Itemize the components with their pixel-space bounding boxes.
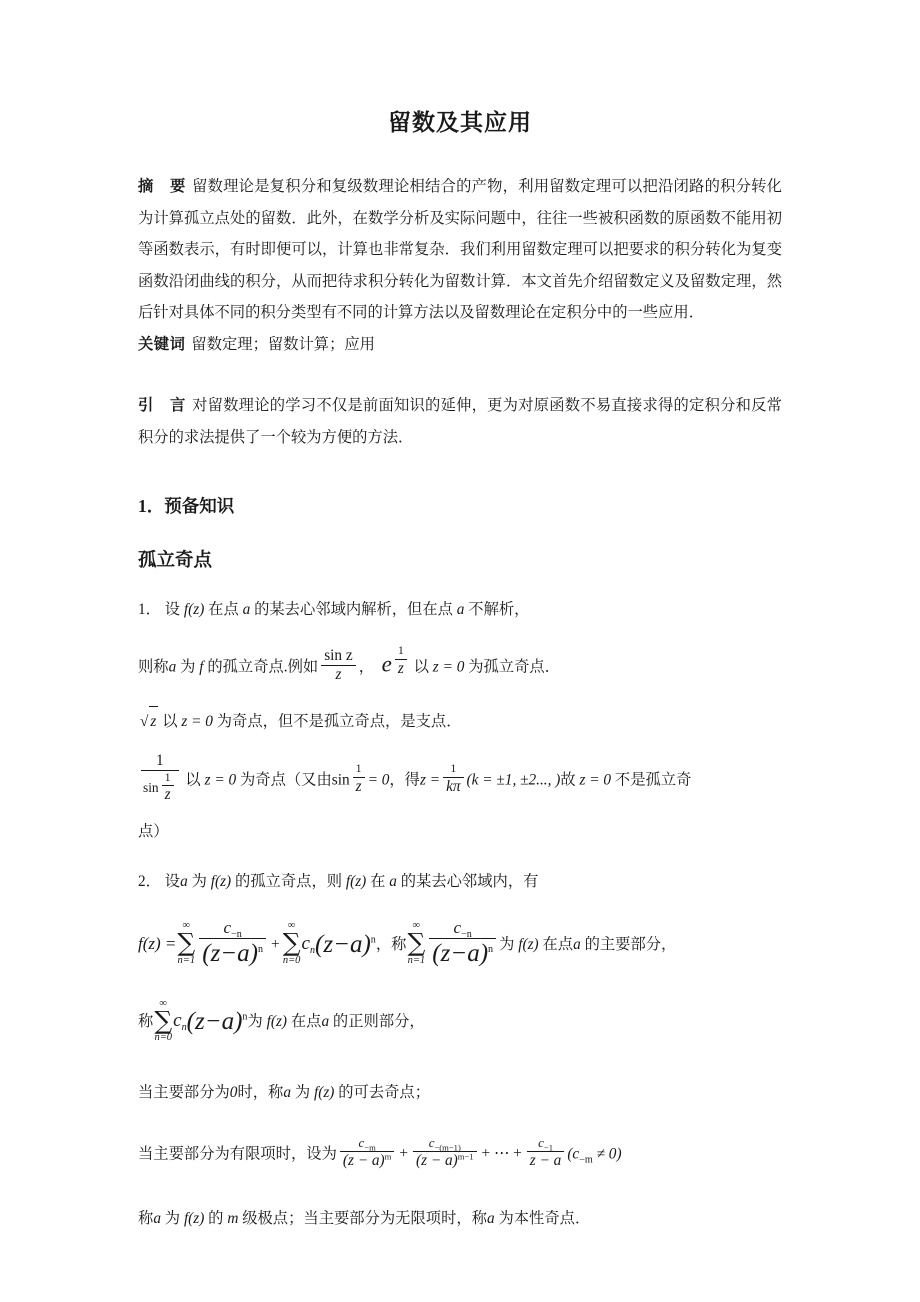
exponent: n	[370, 934, 376, 946]
frac-denominator: (z−a)	[202, 940, 258, 968]
sin-op: sin	[143, 780, 159, 796]
math-a: a	[242, 601, 251, 618]
denominator-exponent: n	[488, 943, 494, 955]
math-a: a	[283, 1083, 292, 1101]
exponent: n	[242, 1012, 248, 1024]
t: 为	[294, 1083, 311, 1101]
t: 不解析，	[468, 601, 530, 618]
t: 不是孤立奇	[614, 771, 692, 789]
t: 为奇点（又由	[239, 771, 332, 789]
frac-denominator: (z − a)	[342, 1152, 385, 1170]
sum-upper-limit: ∞	[412, 920, 421, 932]
math-plus: +	[399, 1145, 408, 1163]
t: 在点	[208, 601, 239, 618]
math-eq-zero: = 0	[367, 771, 390, 789]
keywords-paragraph	[138, 329, 782, 361]
sum-lower-limit: n=1	[407, 954, 426, 966]
frac-denominator: z	[164, 786, 171, 804]
t: 为	[499, 935, 515, 953]
t: 的	[208, 1209, 224, 1227]
frac-numerator: 1	[395, 645, 407, 659]
math-frac-cminusn-over-z-minus-a-n	[199, 919, 266, 968]
t: 级极点；当主要部分为无限项时，称	[242, 1209, 487, 1227]
math-z-eq: z =	[419, 771, 441, 789]
t: 的正则部分，	[332, 1013, 425, 1031]
math-sum-3: ∞ ∑ n=1	[407, 920, 426, 966]
math-condition-rest: ≠ 0)	[592, 1145, 622, 1163]
t: ，得	[389, 771, 420, 789]
math-fz: f(z)	[266, 1013, 287, 1031]
laurent-series-equation	[138, 917, 782, 970]
t: 为	[180, 658, 196, 676]
denominator-exponent: m	[384, 1151, 392, 1162]
math-fz: f(z)	[313, 1083, 335, 1101]
item1-line1	[138, 595, 782, 625]
t: 为奇点，但不是孤立奇点，是支点．	[216, 712, 462, 730]
frac-numerator: 1	[353, 763, 365, 777]
t: 当主要部分为	[138, 1083, 230, 1101]
keywords-label: 关键词	[138, 335, 186, 353]
pole-definition-line	[138, 1204, 782, 1234]
t: 以	[185, 771, 201, 789]
t: 的孤立奇点，则	[234, 872, 343, 890]
item1-line5: 点）	[138, 822, 169, 840]
sum-upper-limit: ∞	[287, 920, 296, 932]
math-fz: f(z)	[345, 872, 367, 890]
math-fz: f(z)	[183, 1209, 205, 1227]
t: 以	[162, 712, 178, 730]
t: ，称	[375, 935, 407, 953]
item1-line3	[138, 706, 782, 737]
math-fz: f(z)	[183, 601, 205, 618]
frac-denominator: (z − a)	[415, 1152, 458, 1170]
sum-lower-limit: n=0	[154, 1032, 173, 1044]
t: 为	[247, 1013, 263, 1031]
item2-number: 2．	[138, 872, 161, 890]
t: 的某去心邻域内，有	[400, 872, 539, 890]
radicand: z	[150, 712, 157, 730]
introduction-label: 引 言	[138, 397, 187, 414]
frac-denominator: kπ	[446, 777, 461, 795]
t: 为	[164, 1209, 181, 1227]
frac-numerator: c	[453, 917, 462, 937]
math-c: c	[301, 932, 310, 954]
math-sum-regular: ∞ ∑ n=0	[154, 997, 173, 1044]
math-frac-cminusm	[340, 1136, 394, 1170]
t: 为	[191, 872, 207, 890]
math-a: a	[153, 1209, 161, 1227]
math-z-eq-0: z = 0	[204, 771, 237, 789]
t: 的可去奇点；	[338, 1083, 431, 1101]
t: 称	[138, 1013, 154, 1031]
c-subscript: n	[181, 1022, 187, 1034]
frac-denominator: (z−a)	[432, 940, 489, 968]
item1-line2	[138, 647, 782, 686]
math-frac-cminus-m-minus-1	[413, 1136, 477, 1170]
math-a: a	[456, 601, 465, 618]
math-condition-open: (c	[567, 1145, 580, 1163]
t: 则称	[138, 658, 169, 676]
numerator-subscript: −n	[461, 928, 472, 940]
math-a: a	[321, 1013, 330, 1031]
sum-lower-limit: n=0	[282, 954, 301, 966]
t: 设	[164, 872, 181, 890]
sum-lower-limit: n=1	[177, 954, 196, 966]
math-frac-1-over-sin-1-over-z	[141, 753, 179, 805]
sin-op: sin	[331, 771, 350, 789]
math-fz-equals: f(z) =	[138, 933, 177, 953]
frac-numerator: c	[538, 1135, 544, 1151]
math-c: c	[173, 1010, 182, 1032]
frac-denominator: z	[355, 777, 362, 795]
c-subscript: n	[309, 944, 316, 956]
numerator-subscript: −1	[543, 1142, 553, 1153]
t: 在点	[290, 1013, 322, 1031]
abstract-paragraph	[138, 171, 782, 329]
frac-denominator: z	[397, 659, 404, 677]
math-frac-1-over-z	[353, 763, 365, 795]
sum-upper-limit: ∞	[182, 920, 191, 932]
t: ，	[358, 658, 374, 676]
math-z-minus-a: (z−a)	[186, 1008, 243, 1036]
math-z-eq-0: z = 0	[579, 771, 612, 789]
t: 为孤立奇点．	[468, 658, 560, 676]
math-sqrt-z: √ z	[138, 706, 158, 737]
math-a: a	[168, 658, 177, 676]
math-frac-1-over-z	[395, 645, 407, 677]
t: 故	[560, 771, 576, 789]
t: 的孤立奇点.例如	[207, 658, 319, 676]
math-z-eq-0: z = 0	[181, 712, 213, 730]
keywords-text: 留数定理；留数计算；应用	[191, 335, 375, 353]
math-a: a	[389, 872, 397, 890]
math-m: m	[227, 1209, 239, 1227]
math-f: f	[199, 658, 204, 676]
numerator-subscript: −(m−1)	[434, 1142, 461, 1153]
math-z-eq-0: z = 0	[432, 658, 465, 676]
frac-denominator: z − a	[529, 1152, 562, 1170]
finite-principal-part-line	[138, 1135, 782, 1172]
math-sum-1: ∞ ∑ n=1	[177, 920, 196, 966]
subsection-heading-isolated-singularity: 孤立奇点	[138, 549, 213, 570]
t: 为本性奇点．	[498, 1209, 591, 1227]
math-sum-2: ∞ ∑ n=0	[282, 920, 301, 966]
math-ellipsis: + ⋯ +	[481, 1145, 522, 1163]
math-fz: f(z)	[518, 935, 539, 953]
introduction-text: 对留数理论的学习不仅是前面知识的延伸，更为对原函数不易直接求得的定积分和反常积分的求法提供了一个较为方便的方法．	[138, 397, 782, 446]
t: 在	[370, 872, 386, 890]
numerator-subscript: −m	[364, 1142, 376, 1153]
frac-numerator: 1	[141, 753, 179, 771]
t: 时，称	[237, 1083, 284, 1101]
math-frac-cminusn-over-z-minus-a-n	[429, 919, 496, 968]
math-k-range: (k = ±1, ±2..., )	[466, 771, 561, 789]
math-frac-sinz-over-z	[321, 648, 355, 684]
t: 称	[138, 1209, 154, 1227]
frac-denominator: z	[335, 666, 342, 684]
introduction-paragraph	[138, 390, 782, 453]
numerator-subscript: −n	[231, 928, 242, 940]
t: 以	[413, 658, 429, 676]
section-heading-1: 1．预备知识	[138, 496, 235, 516]
condition-subscript: −m	[579, 1154, 593, 1166]
math-frac-cminus1	[527, 1136, 565, 1170]
math-zero: 0	[229, 1083, 238, 1101]
denominator-exponent: n	[258, 943, 264, 955]
frac-numerator: c	[223, 917, 232, 937]
math-fz: f(z)	[210, 872, 232, 890]
denominator-exponent: m−1	[457, 1151, 474, 1162]
frac-numerator: 1	[443, 763, 463, 777]
item1-number: 1．	[138, 601, 161, 618]
removable-singularity-line	[138, 1078, 782, 1108]
t: 的主要部分，	[584, 935, 677, 953]
math-a: a	[573, 935, 581, 953]
math-a: a	[180, 872, 188, 890]
item2-line1	[138, 867, 782, 897]
t: 在点	[542, 935, 574, 953]
abstract-text: 留数理论是复积分和复级数理论相结合的产物，利用留数定理可以把沿闭路的积分转化为计算孤立点处的留数．此外，在数学分析及实际问题中，往往一些被积函数的原函数不能用初等函数表示，有时即便可以，计算也非常复杂．我们利用留数定理可以把要求的积分转化为复变函数沿闭曲线的积分，从而把待求积分转化为留数计算．本文首先介绍留数定义及留数定理，然后针对具体不同的积分类型有不同的计算方法以及留数理论在定积分中的一些应用．	[138, 178, 782, 321]
frac-numerator: c	[358, 1135, 365, 1151]
math-frac-1-over-z	[162, 772, 174, 804]
sum-upper-limit: ∞	[159, 997, 167, 1009]
page-title: 留数及其应用	[388, 110, 532, 135]
regular-part-equation	[138, 999, 782, 1046]
t: 的某去心邻域内解析，但在点	[254, 601, 453, 618]
math-plus: +	[271, 935, 280, 953]
frac-numerator: c	[428, 1135, 435, 1151]
math-e: e	[381, 651, 392, 677]
frac-numerator: sin z	[321, 648, 355, 667]
math-frac-1-over-kpi	[443, 763, 463, 795]
frac-numerator: 1	[162, 772, 174, 786]
abstract-label: 摘 要	[138, 178, 187, 195]
t: 设	[164, 601, 181, 618]
math-a: a	[486, 1209, 495, 1227]
math-z-minus-a: (z−a)	[315, 930, 371, 958]
t: 当主要部分为有限项时，设为	[138, 1145, 337, 1163]
item1-line4	[138, 752, 782, 807]
